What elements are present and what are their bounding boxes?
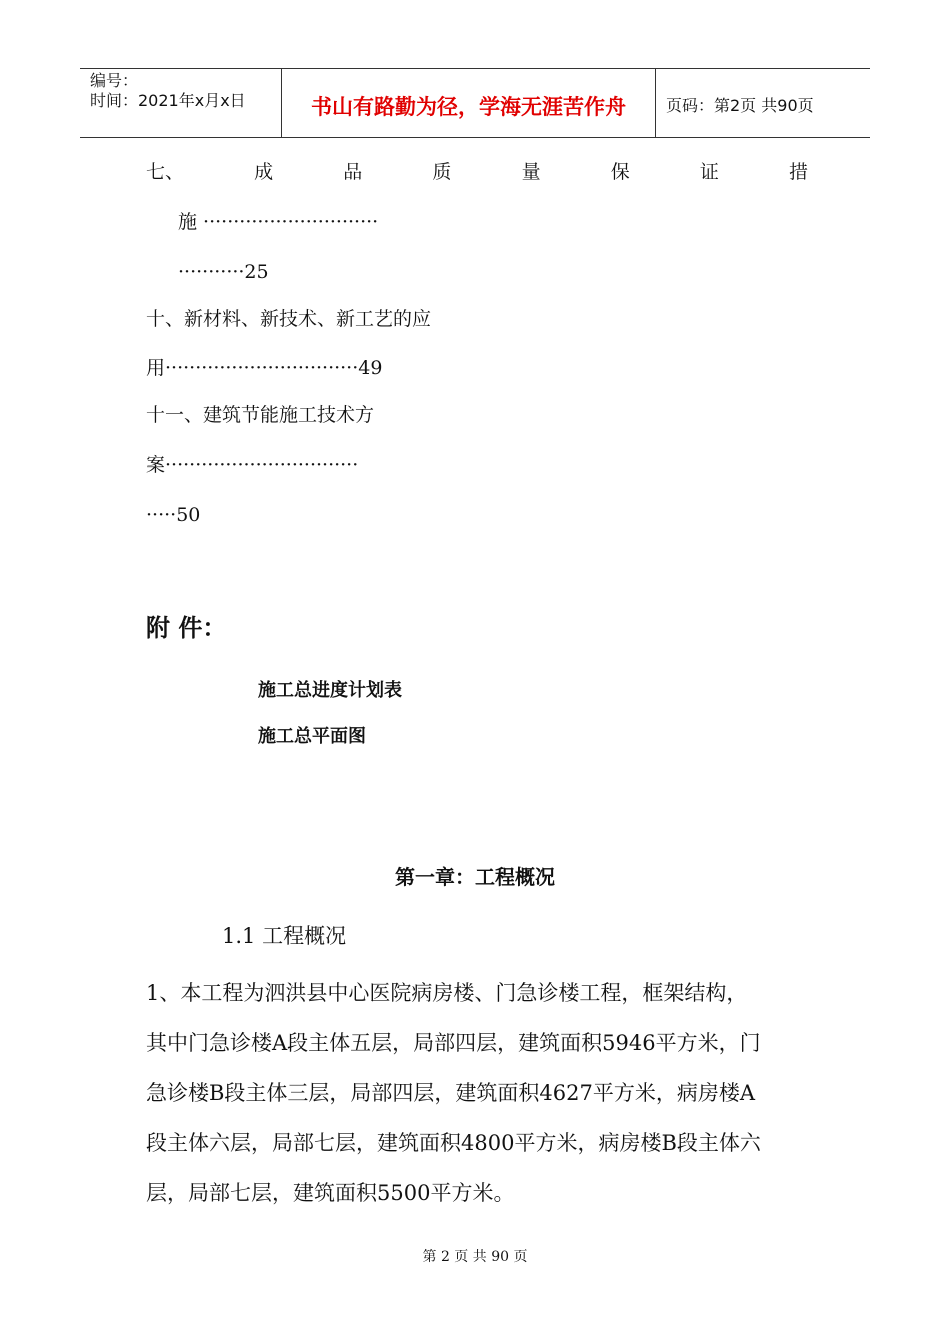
toc-item-7-continuation[interactable]: 施 ····························· [178,211,379,233]
paragraph-line: 段主体六层，局部七层，建筑面积4800平方米，病房楼B段主体六 [146,1131,761,1155]
toc-char: 七、 [146,161,185,183]
toc-item-10-line[interactable]: 用································49 [146,357,383,379]
toc-char: 成 [254,161,274,183]
document-number-label: 编号： [90,71,139,90]
section-title: 1.1 工程概况 [222,924,347,948]
toc-char: 保 [610,161,630,183]
toc-char: 质 [432,161,452,183]
paragraph-line: 1、本工程为泗洪县中心医院病房楼、门急诊楼工程，框架结构， [146,981,748,1005]
toc-item-11-page[interactable]: ·····50 [146,504,201,526]
toc-char: 品 [343,161,363,183]
attachment-item: 施工总平面图 [258,726,366,747]
body-paragraph [146,968,836,1218]
toc-item-7-page[interactable]: ···········25 [178,261,269,283]
toc-char: 量 [521,161,541,183]
paragraph-line: 层，局部七层，建筑面积5500平方米。 [146,1181,515,1205]
toc-item-11-line[interactable]: 案································ [146,454,359,476]
chapter-title: 第一章：工程概况 [395,865,555,889]
paragraph-line: 其中门急诊楼A段主体五层，局部四层，建筑面积5946平方米，门 [146,1031,761,1055]
toc-char: 证 [699,161,719,183]
page-footer: 第 2 页 共 90 页 [422,1249,528,1265]
toc-char: 措 [788,161,808,183]
attachment-item: 施工总进度计划表 [258,680,402,701]
document-time-label: 时间：2021年x月x日 [90,91,246,110]
header-divider [655,69,656,137]
header-page-info: 页码：第2页 共90页 [666,96,814,115]
page-header [80,68,870,138]
toc-item-11-title[interactable]: 十一、建筑节能施工技术方 [146,404,375,426]
header-left-cell [90,71,246,111]
header-motto: 书山有路勤为径，学海无涯苦作舟 [311,95,626,119]
toc-item-7-title [146,160,808,184]
toc-item-10-title[interactable]: 十、新材料、新技术、新工艺的应 [146,308,432,330]
attachments-heading: 附 件： [146,614,227,642]
paragraph-line: 急诊楼B段主体三层，局部四层，建筑面积4627平方米，病房楼A [146,1081,756,1105]
